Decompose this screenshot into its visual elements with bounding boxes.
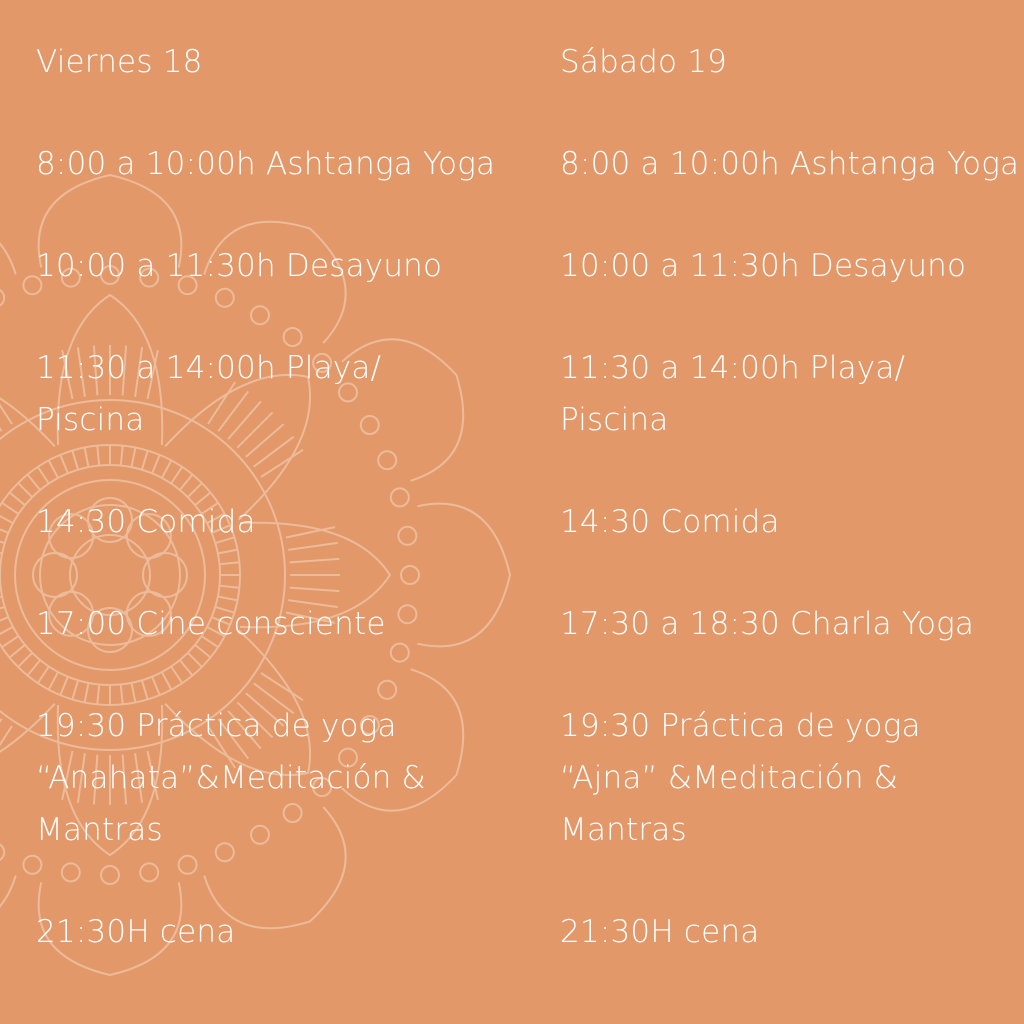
saturday-column [560, 36, 1020, 1008]
saturday-item-ashtanga: 8:00 a 10:00h Ashtanga Yoga [560, 146, 1020, 182]
saturday-item-beach-pool: 11:30 a 14:00h Playa/ Piscina [560, 350, 906, 438]
saturday-item-dinner: 21:30H cena [560, 914, 760, 950]
saturday-item-lunch: 14:30 Comida [560, 504, 780, 540]
saturday-item-practice: 19:30 Práctica de yoga “Ajna” &Meditación & Mantras [560, 708, 921, 848]
friday-item-breakfast: 10:00 a 11:30h Desayuno [36, 248, 443, 284]
saturday-item-breakfast: 10:00 a 11:30h Desayuno [560, 248, 967, 284]
friday-item-ashtanga: 8:00 a 10:00h Ashtanga Yoga [36, 146, 496, 182]
friday-item-beach-pool: 11:30 a 14:00h Playa/ Piscina [36, 350, 382, 438]
friday-item-dinner: 21:30H cena [36, 914, 236, 950]
saturday-item-talk: 17:30 a 18:30 Charla Yoga [560, 606, 975, 642]
friday-item-practice: 19:30 Práctica de yoga “Anahata”&Meditación & Mantras [36, 708, 426, 848]
friday-column [36, 36, 496, 1008]
friday-item-cinema: 17:00 Cine consciente [36, 606, 386, 642]
saturday-title: Sábado 19 [560, 44, 728, 80]
friday-item-lunch: 14:30 Comida [36, 504, 256, 540]
friday-title: Viernes 18 [36, 44, 203, 80]
